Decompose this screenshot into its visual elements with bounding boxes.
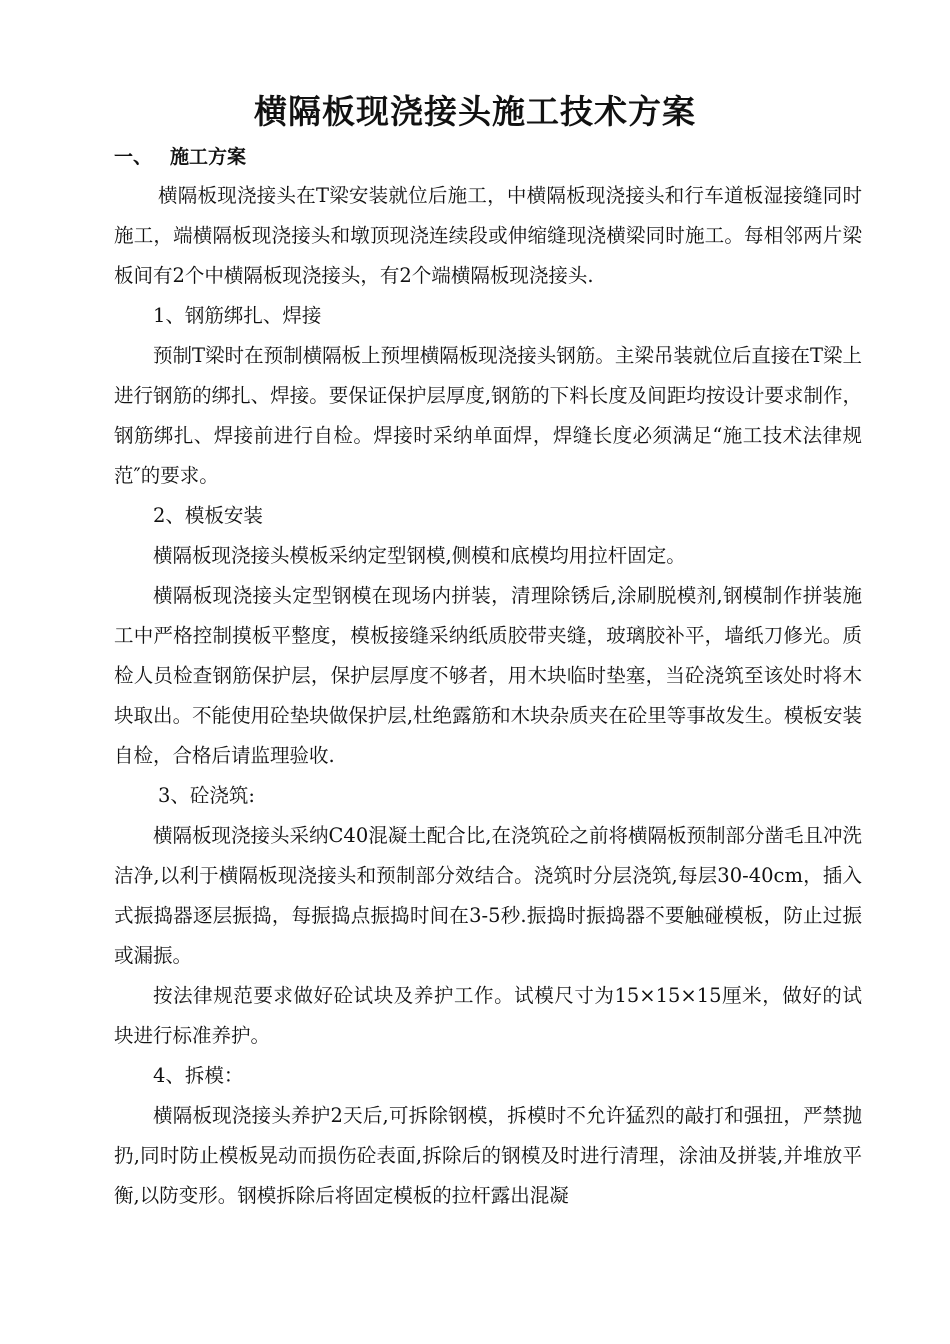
- paragraph: 横隔板现浇接头采纳C40混凝土配合比,在浇筑砼之前将横隔板预制部分凿毛且冲洗洁净,以利于横隔板现浇接头和预制部分效结合。浇筑时分层浇筑,每层30-40cm，插入式振捣器逐层振捣，每振捣点振捣时间在3-5秒.振捣时振捣器不要触碰模板，防止过振或漏振。: [114, 824, 862, 967]
- subheading: 2、模板安装: [153, 504, 263, 527]
- subheading: 1、钢筋绑扎、焊接: [153, 304, 322, 327]
- document-body: [114, 176, 862, 1216]
- document-title: 横隔板现浇接头施工技术方案: [254, 92, 696, 131]
- paragraph: 横隔板现浇接头养护2天后,可拆除钢模，拆模时不允许猛烈的敲打和强扭，严禁抛扔,同时防止模板晃动而损伤砼表面,拆除后的钢模及时进行清理，涂油及拼装,并堆放平衡,以防变形。钢模拆除后将固定模板的拉杆露出混凝: [114, 1104, 862, 1207]
- paragraph: 预制T梁时在预制横隔板上预埋横隔板现浇接头钢筋。主梁吊装就位后直接在T梁上进行钢筋的绑扎、焊接。要保证保护层厚度,钢筋的下料长度及间距均按设计要求制作，钢筋绑扎、焊接前进行自检。焊接时采纳单面焊，焊缝长度必须满足“施工技术法律规范″的要求。: [114, 344, 862, 487]
- section-heading-text: 施工方案: [170, 146, 247, 168]
- subheading: 4、拆模：: [153, 1064, 244, 1087]
- paragraph: 横隔板现浇接头在T梁安装就位后施工，中横隔板现浇接头和行车道板湿接缝同时施工，端横隔板现浇接头和墩顶现浇连续段或伸缩缝现浇横梁同时施工。每相邻两片梁板间有2个中横隔板现浇接头，有2个端横隔板现浇接头.: [114, 184, 862, 287]
- paragraph: 横隔板现浇接头定型钢模在现场内拼装，清理除锈后,涂刷脱模剂,钢模制作拼装施工中严格控制摸板平整度，模板接缝采纳纸质胶带夹缝，玻璃胶补平，墙纸刀修光。质检人员检查钢筋保护层，保护层厚度不够者，用木块临时垫塞，当砼浇筑至该处时将木块取出。不能使用砼垫块做保护层,杜绝露筋和木块杂质夹在砼里等事故发生。模板安装自检，合格后请监理验收.: [114, 584, 862, 767]
- section-heading: [114, 143, 246, 171]
- section-number: 一、: [114, 146, 153, 168]
- paragraph: 按法律规范要求做好砼试块及养护工作。试模尺寸为15×15×15厘米，做好的试块进行标准养护。: [114, 984, 862, 1047]
- paragraph: 横隔板现浇接头模板采纳定型钢模,侧模和底模均用拉杆固定。: [153, 544, 686, 567]
- subheading: 3、砼浇筑:: [158, 784, 255, 807]
